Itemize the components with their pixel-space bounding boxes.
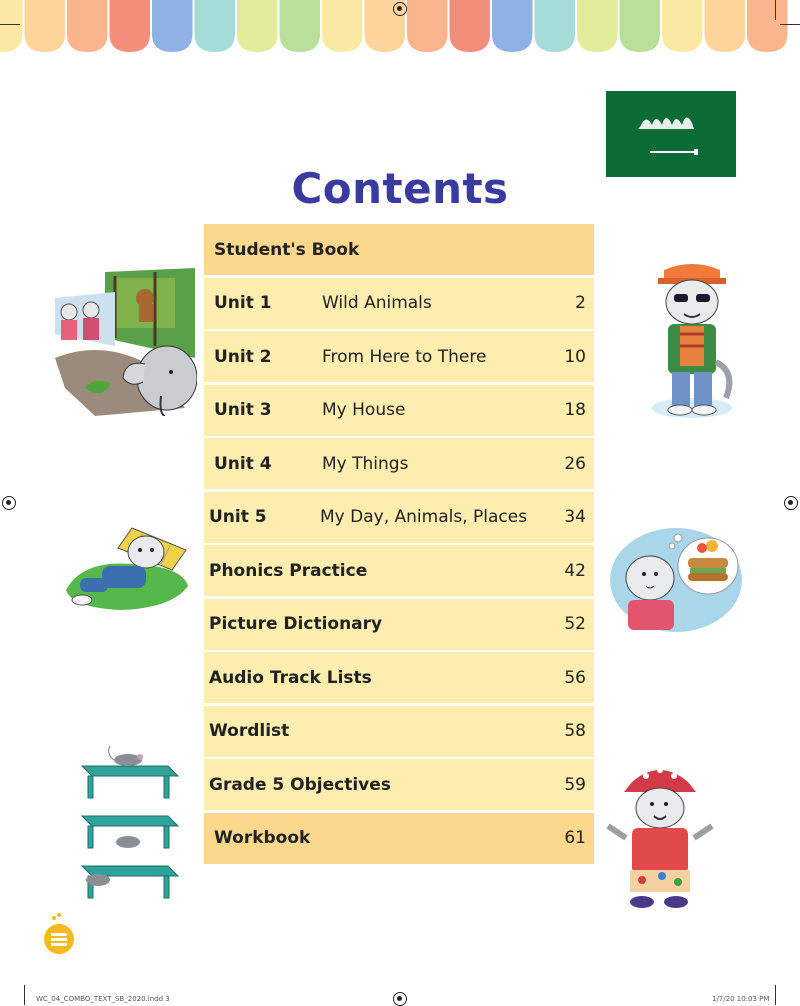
toc-row-wordlist[interactable] — [204, 706, 594, 757]
scallop-tab — [492, 0, 533, 52]
scallop-tab — [747, 0, 788, 52]
unit-label: Unit 2 — [214, 346, 272, 367]
scallop-tab — [67, 0, 108, 52]
section-label: Phonics Practice — [209, 560, 368, 581]
registration-mark-right — [784, 496, 798, 510]
page-number: 61 — [564, 828, 586, 848]
cat-flower-hat-illustration — [602, 762, 718, 912]
unit-label: Unit 5 — [209, 507, 267, 527]
unit-title: Wild Animals — [322, 293, 432, 313]
scallop-tab — [237, 0, 278, 52]
footer-date: 1/7/20 10:03 PM — [712, 995, 770, 1003]
section-label: Grade 5 Objectives — [209, 774, 391, 795]
scallop-tab — [535, 0, 576, 52]
page-number: 18 — [564, 400, 586, 420]
registration-mark-left — [2, 496, 16, 510]
registration-mark-bottom — [393, 992, 407, 1006]
section-label: Picture Dictionary — [209, 614, 383, 634]
page-number: 10 — [564, 346, 586, 367]
crop-line — [780, 24, 800, 25]
zoo-elephant-cats-illustration — [45, 268, 197, 416]
crop-line — [24, 985, 25, 1005]
page-title: Contents — [291, 164, 509, 213]
page-number: 42 — [564, 560, 586, 581]
scallop-tab — [280, 0, 321, 52]
unit-label: Unit 1 — [214, 293, 272, 313]
scallop-tab — [450, 0, 491, 52]
publisher-logo-icon — [42, 912, 76, 956]
crop-line — [775, 985, 776, 1005]
crop-line — [775, 0, 776, 20]
unit-title: From Here to There — [322, 346, 487, 367]
section-label: Workbook — [214, 828, 311, 848]
scallop-tab — [195, 0, 236, 52]
page-number: 26 — [564, 453, 586, 474]
section-label: Wordlist — [209, 721, 290, 741]
scallop-tab — [0, 0, 23, 52]
unit-title: My Things — [322, 453, 409, 474]
section-label: Student's Book — [214, 239, 360, 260]
crop-line — [0, 24, 20, 25]
page-number: 2 — [575, 293, 586, 313]
unit-title: My Day, Animals, Places — [320, 507, 528, 527]
page-number: 34 — [564, 507, 586, 527]
toc-row-workbook[interactable] — [204, 813, 594, 864]
registration-mark-top — [393, 2, 407, 16]
toc-row-picture-dictionary[interactable] — [204, 599, 594, 650]
scallop-tab — [152, 0, 193, 52]
unit-title: My House — [322, 400, 406, 420]
toc-row-grade-5-objectives[interactable] — [204, 759, 594, 810]
toc-row-unit-1[interactable] — [204, 278, 594, 329]
cat-sunglasses-illustration — [640, 262, 744, 422]
page-number: 52 — [564, 614, 586, 634]
cat-thinking-food-illustration — [608, 518, 744, 634]
toc-row-unit-5[interactable] — [204, 492, 594, 543]
page-number: 56 — [564, 667, 586, 688]
toc-row-unit-3[interactable] — [204, 385, 594, 436]
scallop-tab — [662, 0, 703, 52]
section-label: Audio Track Lists — [209, 667, 372, 688]
contents-table — [204, 224, 594, 866]
tables-mice-illustration — [78, 744, 182, 910]
toc-row-audio-track-lists[interactable] — [204, 652, 594, 703]
cat-relaxing-illustration — [62, 520, 192, 612]
toc-row-phonics-practice[interactable] — [204, 545, 594, 596]
page-number: 59 — [564, 774, 586, 795]
toc-row-unit-2[interactable] — [204, 331, 594, 382]
section-header-students-book — [204, 224, 594, 275]
page-number: 58 — [564, 721, 586, 741]
unit-label: Unit 3 — [214, 400, 272, 420]
unit-label: Unit 4 — [214, 453, 272, 474]
footer-file-name: WC_04_COMBO_TEXT_SB_2020.indd 3 — [36, 995, 170, 1003]
scallop-tab — [577, 0, 618, 52]
scallop-tab — [322, 0, 363, 52]
scallop-tab — [407, 0, 448, 52]
scallop-tab — [110, 0, 151, 52]
scallop-tab — [705, 0, 746, 52]
scallop-tab — [25, 0, 66, 52]
toc-row-unit-4[interactable] — [204, 438, 594, 489]
scallop-tab — [620, 0, 661, 52]
